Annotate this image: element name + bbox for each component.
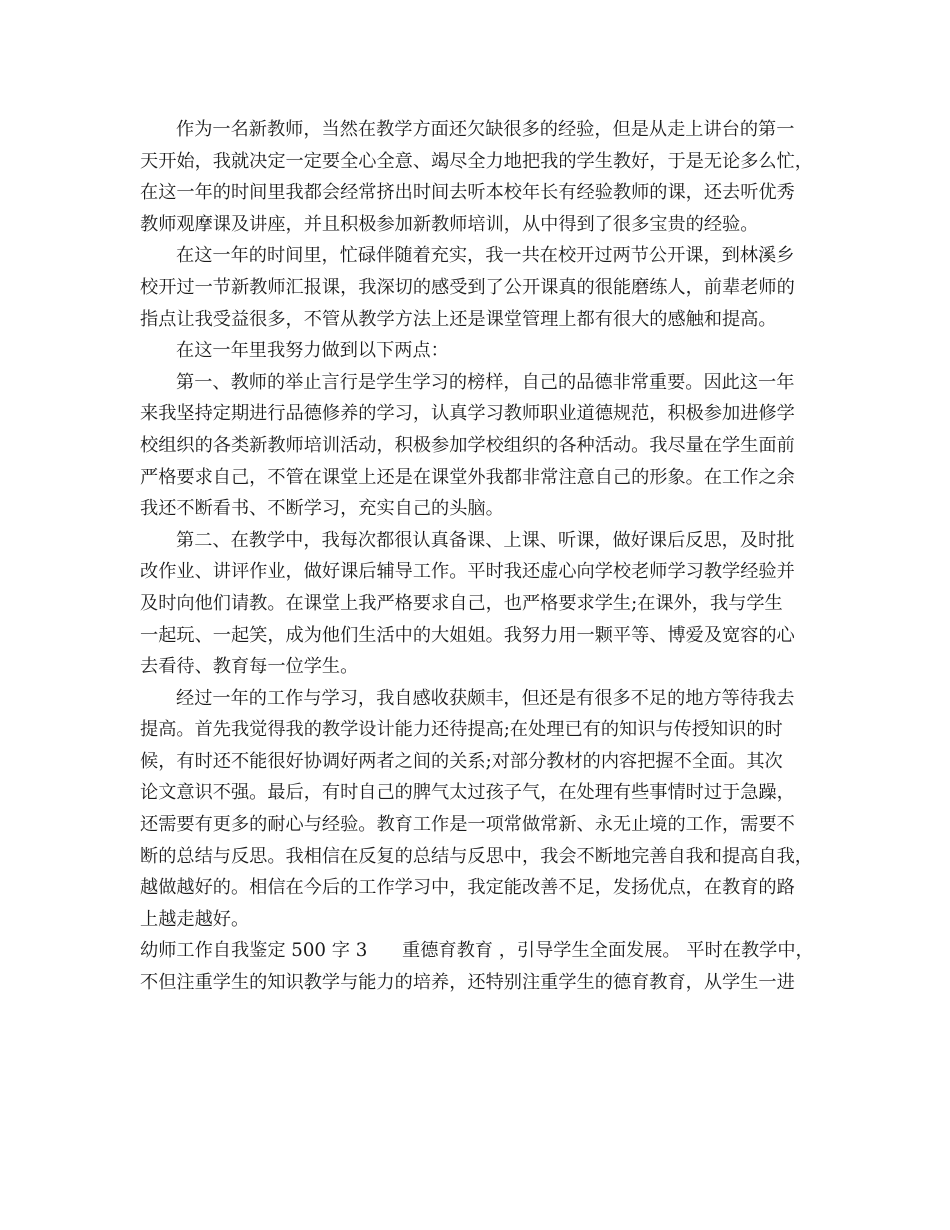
- paragraph-4-line-5: 我还不断看书、不断学习，充实自己的头脑。: [140, 498, 504, 520]
- paragraph-5-line-4: 一起玩、一起笑，成为他们生活中的大姐姐。我努力用一颗平等、博爱及宽容的心: [140, 624, 795, 646]
- section-heading-line: 幼师工作自我鉴定 500 字 3 重德育教育 ，引导学生全面发展。 平时在教学中，: [140, 940, 814, 962]
- paragraph-2-line-2: 校开过一节新教师汇报课，我深切的感受到了公开课真的很能磨练人，前辈老师的: [140, 276, 795, 298]
- paragraph-7-line-1: 不但注重学生的知识教学与能力的培养，还特别注重学生的德育教育，从学生一进: [140, 972, 795, 994]
- paragraph-5-line-3: 及时向他们请教。在课堂上我严格要求自己，也严格要求学生;在课外，我与学生: [140, 592, 783, 614]
- paragraph-4-line-2: 来我坚持定期进行品德修养的学习，认真学习教师职业道德规范，积极参加进修学: [140, 403, 795, 425]
- paragraph-1-line-2: 天开始，我就决定一定要全心全意、竭尽全力地把我的学生教好，于是无论多么忙，: [140, 150, 813, 172]
- paragraph-1-line-4: 教师观摩课及讲座，并且积极参加新教师培训，从中得到了很多宝贵的经验。: [140, 213, 759, 235]
- paragraph-1-line-1: 作为一名新教师，当然在教学方面还欠缺很多的经验，但是从走上讲台的第一: [176, 119, 795, 140]
- paragraph-6-line-2: 提高。首先我觉得我的教学设计能力还待提高;在处理已有的知识与传授知识的时: [140, 719, 783, 741]
- paragraph-6-line-6: 断的总结与反思。我相信在反复的总结与反思中，我会不断地完善自我和提高自我，: [140, 845, 813, 867]
- paragraph-4-line-3: 校组织的各类新教师培训活动，积极参加学校组织的各种活动。我尽量在学生面前: [140, 434, 795, 456]
- paragraph-4-line-4: 严格要求自己，不管在课堂上还是在课堂外我都非常注意自己的形象。在工作之余: [140, 466, 795, 488]
- paragraph-6-line-7: 越做越好的。相信在今后的工作学习中，我定能改善不足，发扬优点，在教育的路: [140, 877, 795, 899]
- paragraph-2-line-1: 在这一年的时间里，忙碌伴随着充实，我一共在校开过两节公开课，到林溪乡: [176, 245, 795, 267]
- paragraph-6-line-8: 上越走越好。: [140, 908, 250, 930]
- paragraph-3-line-1: 在这一年里我努力做到以下两点：: [176, 340, 449, 362]
- paragraph-5-line-2: 改作业、讲评作业，做好课后辅导工作。平时我还虚心向学校老师学习教学经验并: [140, 561, 795, 583]
- paragraph-2-line-3: 指点让我受益很多，不管从教学方法上还是课堂管理上都有很大的感触和提高。: [140, 308, 777, 330]
- paragraph-5-line-1: 第二、在教学中，我每次都很认真备课、上课、听课，做好课后反思，及时批: [176, 529, 795, 551]
- paragraph-6-line-5: 还需要有更多的耐心与经验。教育工作是一项常做常新、永无止境的工作，需要不: [140, 814, 795, 836]
- paragraph-6-line-3: 候，有时还不能很好协调好两者之间的关系;对部分教材的内容把握不全面。其次: [140, 750, 783, 772]
- paragraph-6-line-4: 论文意识不强。最后，有时自己的脾气太过孩子气，在处理有些事情时过于急躁，: [140, 782, 795, 804]
- paragraph-6-line-1: 经过一年的工作与学习，我自感收获颇丰，但还是有很多不足的地方等待我去: [176, 687, 795, 709]
- paragraph-5-line-5: 去看待、教育每一位学生。: [140, 656, 359, 678]
- document-body: [140, 114, 830, 999]
- paragraph-4-line-1: 第一、教师的举止言行是学生学习的榜样，自己的品德非常重要。因此这一年: [176, 371, 795, 393]
- paragraph-1-line-3: 在这一年的时间里我都会经常挤出时间去听本校年长有经验教师的课，还去听优秀: [140, 182, 795, 204]
